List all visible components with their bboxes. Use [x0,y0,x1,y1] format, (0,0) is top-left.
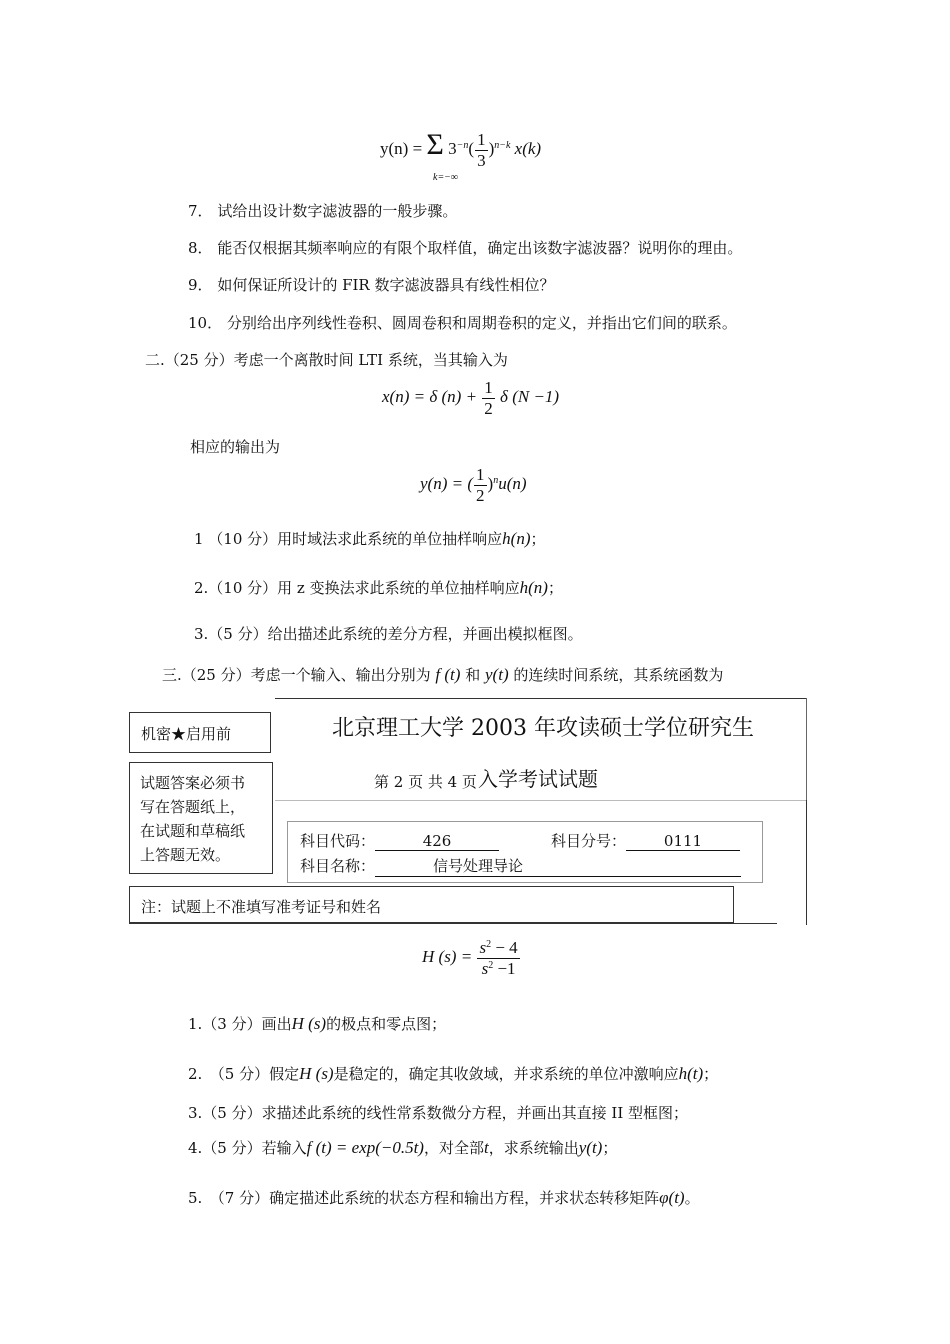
q-text: 5. （7 分）确定描述此系统的状态方程和输出方程，并求状态转移矩阵 [188,1189,660,1207]
input-formula-lhs: x(n) = δ (n) + [382,386,478,406]
q-text: 1 （10 分）用时域法求此系统的单位抽样响应 [194,530,503,548]
subject-score-label: 科目分号： [551,832,627,850]
exam-subtitle: 入学考试试题 [478,767,598,791]
fraction-den: 2 [476,485,485,505]
output-formula: y(n) = ( $\frac{1}{2}$ )$^n$u(n) [420,465,527,505]
t-num-s: s [479,938,487,957]
question-number: 10． [188,314,223,332]
q-suffix: ； [530,530,546,548]
secret-label: 机密★启用前 [141,725,232,743]
transfer-num [477,938,519,959]
q-math: H (s) [299,1064,334,1083]
question-9 [188,274,555,295]
formula-lhs: y(n) = [380,139,423,158]
question-10 [188,312,737,333]
input-formula-tail: δ (N −1) [500,386,560,406]
question-number: 7． [188,202,213,220]
formula-tail: x(k) [514,139,542,158]
formula-exp2: n−k [494,140,511,151]
section3-heading [162,664,723,685]
heading-and: 和 [465,666,481,684]
section2-q1 [194,528,546,549]
notice-line: 试题答案必须书 [140,774,246,792]
exam-title [332,711,754,742]
t-den-c: −1 [493,958,516,978]
t-num-exp: 2 [486,939,492,950]
fraction-1-2 [482,378,495,418]
t-den-s: s [481,958,489,978]
t-den-exp: 2 [488,959,494,971]
q-math: φ(t) [659,1188,685,1207]
exam-title-text: 北京理工大学 2003 年攻读硕士学位研究生 [332,716,754,741]
q-suffix: 的极点和零点图； [326,1015,447,1033]
transfer-den [477,959,519,979]
heading-f: f (t) [435,665,461,684]
section3-q3: 3.（5 分）求描述此系统的线性常系数微分方程，并画出其直接 II 型框图； [188,1104,689,1122]
subject-score-row [551,830,740,851]
q-suffix: 。 [684,1189,700,1207]
fraction-num: 1 [476,465,485,484]
question-text: 如何保证所设计的 FIR 数字滤波器具有线性相位？ [217,276,555,294]
question-text: 试给出设计数字滤波器的一般步骤。 [217,202,458,220]
subject-name-label: 科目名称： [300,857,376,875]
q-math: h(n) [519,578,548,597]
formula-paren-left: ( [468,139,475,158]
q-math: H (s) [291,1014,327,1033]
fraction-den: 3 [477,150,486,170]
section3-q5 [188,1187,700,1208]
fraction-num: 1 [484,378,493,397]
question-number: 9． [188,276,213,294]
q-math2: h(t) [678,1064,704,1083]
formula-base: 3 [448,139,457,158]
output-formula-tail: u(n) [498,473,527,493]
section3-q4 [188,1137,617,1158]
q-suffix: ； [547,579,563,597]
q-t: t [484,1138,489,1157]
fraction-1-3 [475,130,488,170]
subject-code-value: 426 [375,832,499,851]
q-mid: ，对全部 [423,1139,484,1157]
section3-q1 [188,1013,446,1034]
notice-line: 写在答题纸上， [140,798,246,816]
formula-convolution [380,128,541,170]
fraction-num: 1 [477,130,486,150]
q-math: h(n) [502,529,531,548]
formula-exp1: −n [456,140,469,151]
subject-name-value-wrap [375,855,741,877]
question-number: 8． [188,239,213,257]
heading-y: y(t) [485,665,509,684]
fraction-den: 2 [484,398,493,418]
sum-lower-limit: k=−∞ [433,172,459,183]
section2-q2 [194,577,563,598]
q-math: f (t) = exp(−0.5t) [306,1138,424,1157]
notice-line: 在试题和草稿纸 [140,822,246,840]
q-math2: y(t) [578,1138,603,1157]
transfer-fraction [477,938,519,978]
q-mid: 是稳定的，确定其收敛域，并求系统的单位冲激响应 [333,1065,679,1083]
formula-paren-right: ) [488,139,495,158]
note-text: 注：试题上不准填写准考证号和姓名 [141,898,382,916]
subject-code-row [300,830,499,851]
fraction-1-2 [474,465,487,505]
q-suffix: ； [602,1139,618,1157]
output-exp: n [493,474,499,486]
question-text: 分别给出序列线性卷积、圆周卷积和周期卷积的定义，并指出它们间的联系。 [226,314,737,332]
q-text: 4.（5 分）若输入 [188,1139,307,1157]
question-7 [188,200,457,221]
q-text: 2.（10 分）用 z 变换法求此系统的单位抽样响应 [194,579,520,597]
page-info: 第 2 页 共 4 页 [374,773,477,791]
q-suffix: ； [703,1065,719,1083]
output-intro: 相应的输出为 [190,438,281,456]
transfer-function [422,938,521,978]
output-formula-lhs: y(n) = ( [420,473,474,493]
question-text: 能否仅根据其频率响应的有限个取样值，确定出该数字滤波器？说明你的理由。 [217,239,743,257]
subject-code-label: 科目代码： [300,832,376,850]
section2-heading: 二.（25 分）考虑一个离散时间 LTI 系统，当其输入为 [145,351,508,369]
question-8 [188,237,742,258]
heading-post: 的连续时间系统，其系统函数为 [513,666,724,684]
heading-pre: 三.（25 分）考虑一个输入、输出分别为 [162,666,431,684]
subject-name-value: 信号处理导论 [433,857,524,875]
transfer-lhs: H (s) = [422,946,473,966]
subject-name-row [300,855,741,877]
q-text: 2. （5 分）假定 [188,1065,300,1083]
notice-text [140,771,245,867]
section3-q2 [188,1063,718,1084]
q-text: 1.（3 分）画出 [188,1015,292,1033]
sum-symbol: Σ [426,128,444,161]
section2-q3: 3.（5 分）给出描述此系统的差分方程，并画出模拟框图。 [194,625,583,643]
t-num-c: − 4 [491,938,518,957]
notice-line: 上答题无效。 [140,846,231,864]
subject-score-value: 0111 [626,832,740,851]
q-mid2: ，求系统输出 [488,1139,579,1157]
input-formula [382,378,559,418]
